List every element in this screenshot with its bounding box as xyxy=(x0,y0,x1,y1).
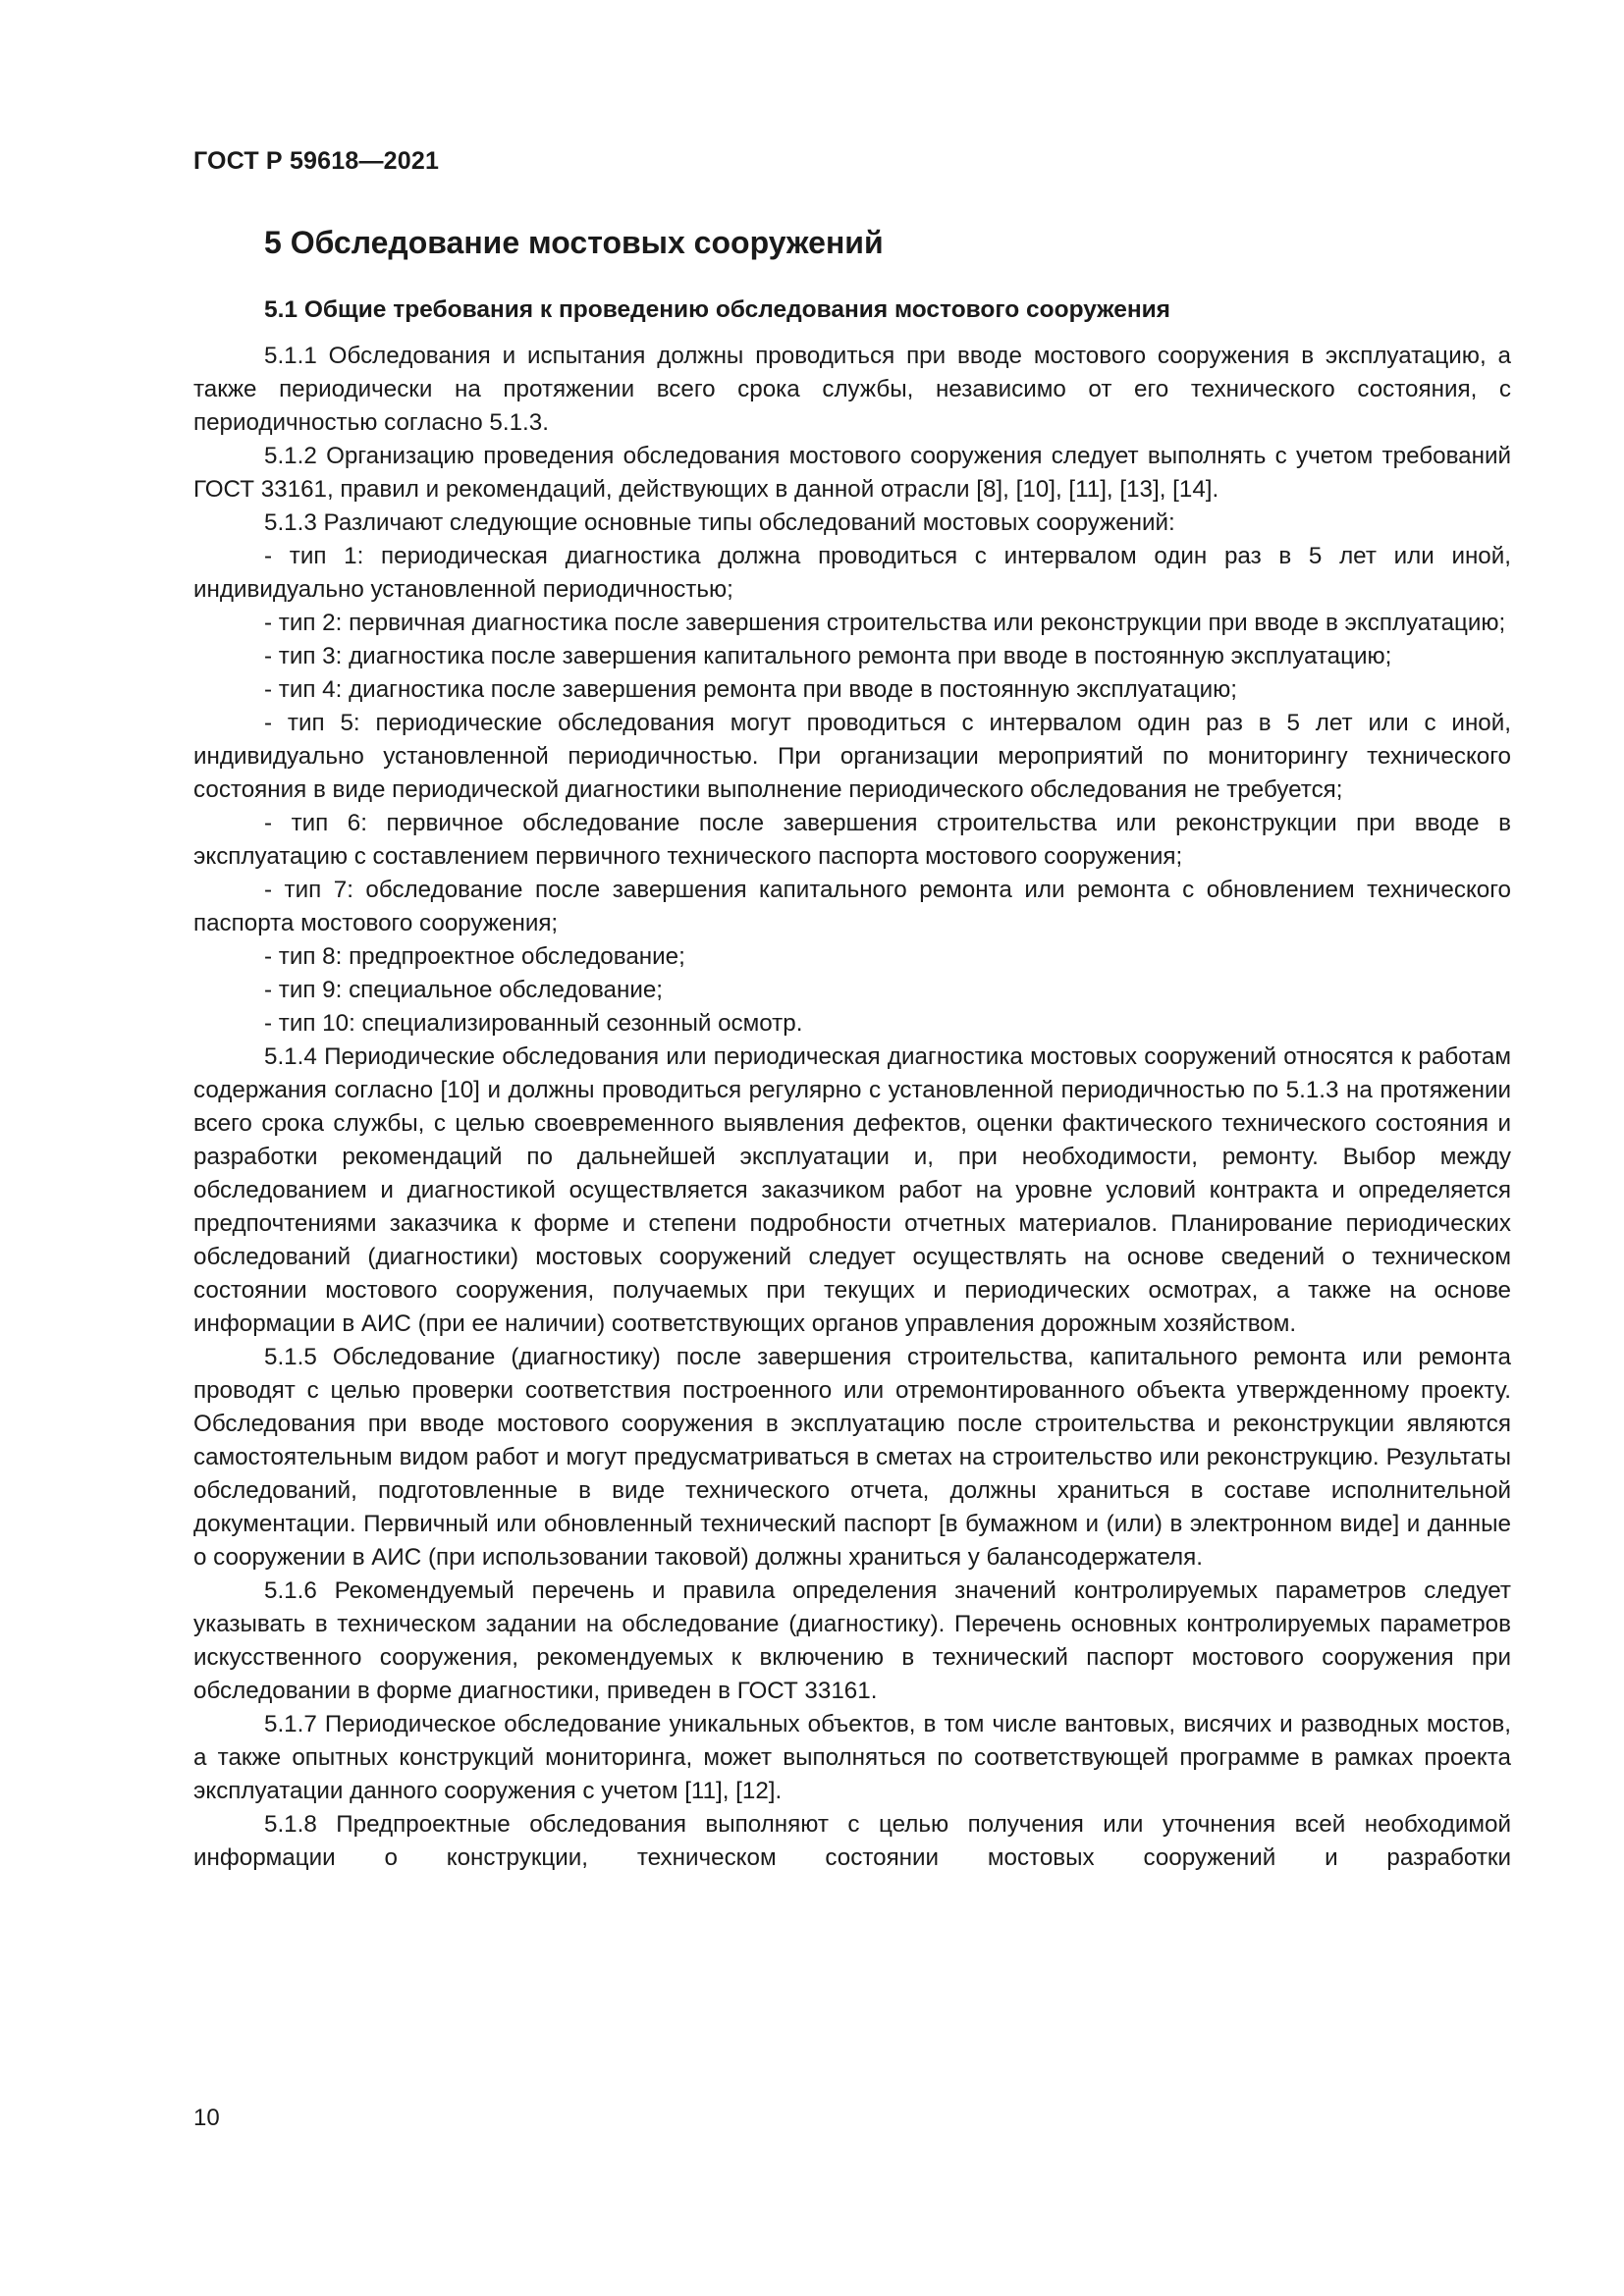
paragraph-5-1-2: 5.1.2 Организацию проведения обследования мостового сооружения следует выполнять с учетом требований ГОСТ 33161, правил и рекомендаций, действующих в данной отрасли [8], [10], [11], [13], [14]. xyxy=(193,443,1511,503)
list-item-type-6: - тип 6: первичное обследование после завершения строительства или реконструкции при вводе в эксплуатацию с составлением первичного технического паспорта мостового сооружения; xyxy=(193,810,1511,870)
body-text xyxy=(193,340,1511,1875)
page-number: 10 xyxy=(193,2105,220,2131)
paragraph-5-1-5: 5.1.5 Обследование (диагностику) после завершения строительства, капитального ремонта или ремонта проводят с целью проверки соответствия построенного или отремонтированного объекта утвержденному проекту. Обследования при вводе мостового сооружения в эксплуатацию после строительства и реконструкции являются самостоятельным видом работ и могут предусматриваться в сметах на строительство или реконструкцию. Результаты обследований, подготовленные в виде технического отчета, должны храниться в составе исполнительной документации. Первичный или обновленный технический паспорт [в бумажном и (или) в электронном виде] и данные о сооружении в АИС (при использовании таковой) должны храниться у балансодержателя. xyxy=(193,1344,1511,1571)
list-item-type-9: - тип 9: специальное обследование; xyxy=(264,977,664,1003)
list-item-type-10: - тип 10: специализированный сезонный осмотр. xyxy=(264,1010,803,1037)
list-item-type-2: - тип 2: первичная диагностика после завершения строительства или реконструкции при вводе в эксплуатацию; xyxy=(264,610,1506,636)
list-item-type-4: - тип 4: диагностика после завершения ремонта при вводе в постоянную эксплуатацию; xyxy=(264,676,1237,703)
paragraph-5-1-4: 5.1.4 Периодические обследования или периодическая диагностика мостовых сооружений относятся к работам содержания согласно [10] и должны проводиться регулярно с установленной периодичностью по 5.1.3 на протяжении всего срока службы, с целью своевременного выявления дефектов, оценки фактического технического состояния и разработки рекомендаций по дальнейшей эксплуатации и, при необходимости, ремонту. Выбор между обследованием и диагностикой осуществляется заказчиком работ на уровне условий контракта и определяется предпочтениями заказчика к форме и степени подробности отчетных материалов. Планирование периодических обследований (диагностики) мостовых сооружений следует осуществлять на основе сведений о техническом состоянии мостового сооружения, получаемых при текущих и периодических осмотрах, а также на основе информации в АИС (при ее наличии) соответствующих органов управления дорожным хозяйством. xyxy=(193,1043,1511,1337)
list-item-type-7: - тип 7: обследование после завершения капитального ремонта или ремонта с обновлением технического паспорта мостового сооружения; xyxy=(193,877,1511,936)
paragraph-5-1-1: 5.1.1 Обследования и испытания должны проводиться при вводе мостового сооружения в эксплуатацию, а также периодически на протяжении всего срока службы, независимо от его технического состояния, с периодичностью согласно 5.1.3. xyxy=(193,343,1511,436)
paragraph-5-1-6: 5.1.6 Рекомендуемый перечень и правила определения значений контролируемых параметров следует указывать в техническом задании на обследование (диагностику). Перечень основных контролируемых параметров искусственного сооружения, рекомендуемых к включению в технический паспорт мостового сооружения при обследовании в форме диагностики, приведен в ГОСТ 33161. xyxy=(193,1577,1511,1704)
paragraph-5-1-7: 5.1.7 Периодическое обследование уникальных объектов, в том числе вантовых, висячих и разводных мостов, а также опытных конструкций мониторинга, может выполняться по соответствующей программе в рамках проекта эксплуатации данного сооружения с учетом [11], [12]. xyxy=(193,1711,1511,1804)
list-item-type-1: - тип 1: периодическая диагностика должна проводиться с интервалом один раз в 5 лет или иной, индивидуально установленной периодичностью; xyxy=(193,543,1511,603)
list-item-type-5: - тип 5: периодические обследования могут проводиться с интервалом один раз в 5 лет или с иной, индивидуально установленной периодичностью. При организации мероприятий по мониторингу технического состояния в виде периодической диагностики выполнение периодического обследования не требуется; xyxy=(193,710,1511,803)
list-item-type-8: - тип 8: предпроектное обследование; xyxy=(264,943,685,970)
section-title: 5 Обследование мостовых сооружений xyxy=(264,225,884,260)
paragraph-5-1-8: 5.1.8 Предпроектные обследования выполняют с целью получения или уточнения всей необходимой информации о конструкции, техническом состоянии мостовых сооружений и разработки xyxy=(193,1811,1511,1871)
document-code: ГОСТ Р 59618—2021 xyxy=(193,147,440,175)
subsection-title: 5.1 Общие требования к проведению обследования мостового сооружения xyxy=(264,296,1170,323)
paragraph-5-1-3: 5.1.3 Различают следующие основные типы обследований мостовых сооружений: xyxy=(264,509,1175,536)
list-item-type-3: - тип 3: диагностика после завершения капитального ремонта при вводе в постоянную эксплуатацию; xyxy=(264,643,1392,669)
